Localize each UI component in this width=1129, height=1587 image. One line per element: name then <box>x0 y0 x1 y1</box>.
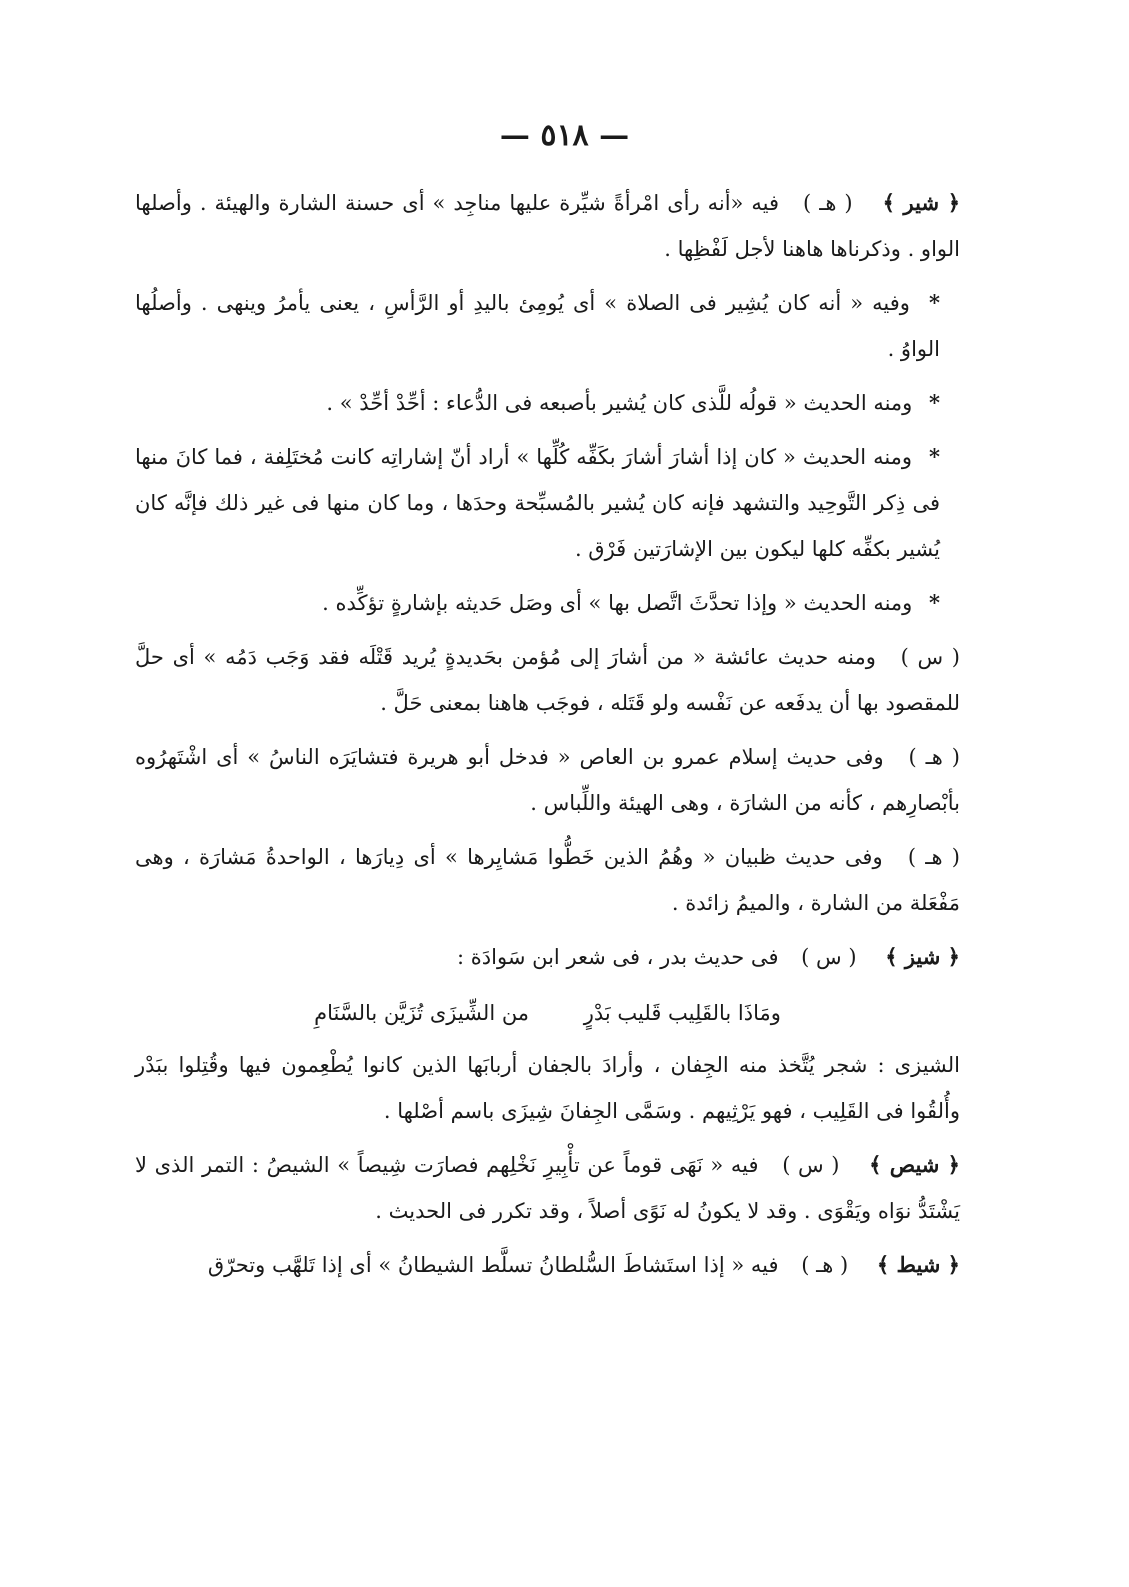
entry-text: وفيه « أنه كان يُشِير فى الصلاة » أى يُومِئ باليدِ أو الرَّأسِ ، يعنى يأمرُ وينهى . وأصلُها الواوُ . <box>135 291 940 361</box>
asterisk-marker: * <box>929 590 940 615</box>
entry-paragraph <box>135 834 960 926</box>
entry-text: فى حديث بدر ، فى شعر ابن سَوادَة : <box>457 945 779 969</box>
asterisk-marker: * <box>929 444 940 469</box>
source-siglum: ( هـ ) <box>803 191 853 215</box>
entry-text: الشيزى : شجر يُتَّخذ منه الجِفان ، وأرادَ بالجفان أربابَها الذين كانوا يُطْعِمون فيها وقُتِلوا ببَدْر وأُلقُوا فى القَلِيب ، فهو يَرْثِيهم . وسَمَّى الجِفانَ شِيزَى باسم أصْلها . <box>135 1053 960 1123</box>
entry-paragraph <box>135 280 960 372</box>
entry-paragraph <box>135 1242 960 1288</box>
entry-headword: ﴿ شيط ﴾ <box>876 1252 960 1277</box>
asterisk-marker: * <box>929 290 940 315</box>
verse-hemistich: من الشِّيزَى تُزَيَّن بالسَّنَامِ <box>314 1001 530 1025</box>
source-siglum: ( س ) <box>801 945 857 969</box>
source-siglum: ( س ) <box>782 1153 840 1177</box>
entry-paragraph <box>135 380 960 426</box>
entry-paragraph <box>135 180 960 272</box>
entry-text: ومنه الحديث « وإذا تحدَّثَ اتَّصل بها » أى وصَل حَديثه بإشارةٍ تؤكِّده . <box>322 591 913 615</box>
page-body <box>135 180 960 1296</box>
entry-headword: ﴿ شيز ﴾ <box>885 944 960 969</box>
asterisk-marker: * <box>929 390 940 415</box>
entry-text: وفى حديث إسلام عمرو بن العاص « فدخل أبو هريرة فتشايَرَه الناسُ » أى اشْتَهرُوه بأبْصارِهم ، كأنه من الشارَة ، وهى الهيئة واللِّباس . <box>135 745 960 815</box>
entry-paragraph <box>135 934 960 980</box>
entry-text: ومنه الحديث « كان إذا أشارَ أشارَ بكَفِّه كُلِّها » أراد أنّ إشاراتِه كانت مُختَلِفة ، فما كانَ منها فى ذِكر التَّوحِيد والتشهد فإنه كان يُشير بالمُسبِّحة وحدَها ، وما كان منها فى غير ذلك فإنَّه كان يُشير بكفِّه كلها ليكون بين الإشارَتين فَرْق . <box>135 445 940 561</box>
source-siglum: ( س ) <box>900 645 960 669</box>
entry-text: فيه « نَهَى قوماً عن تأْبِيرِ نَخْلِهم فصارَت شِيصاً » الشيصُ : التمر الذى لا يَشْتَدُّ نوَاه ويَقْوَى . وقد لا يكونُ له نَوًى أصلاً ، وقد تكرر فى الحديث . <box>135 1153 960 1223</box>
page-number: — ٥١٨ — <box>499 118 630 153</box>
entry-headword: ﴿ شير ﴾ <box>882 190 960 215</box>
entry-text: ومنه الحديث « قولُه للَّذى كان يُشير بأصبعه فى الدُّعاء : أحِّدْ أحِّدْ » . <box>326 391 913 415</box>
entry-text: وفى حديث ظبيان « وهُمُ الذين خَطُّوا مَشايِرها » أى دِيارَها ، الواحدةُ مَشارَة ، وهى مَفْعَلة من الشارة ، والميمُ زائدة . <box>135 845 960 915</box>
entry-paragraph <box>135 580 960 626</box>
entry-headword: ﴿ شيص ﴾ <box>869 1152 960 1177</box>
entry-text: ومنه حديث عائشة « من أشارَ إلى مُؤمن بحَديدةٍ يُريد قَتْلَه فقد وَجَب دَمُه » أى حلَّ للمقصود بها أن يدفَعه عن نَفْسه ولو قَتَله ، فوجَب هاهنا بمعنى حَلَّ . <box>135 645 960 715</box>
poetry-verse <box>135 988 960 1042</box>
entry-paragraph <box>135 734 960 826</box>
entry-paragraph <box>135 1042 960 1134</box>
entry-text: فيه «أنه رأى امْرأةً شيِّرة عليها مناجِد » أى حسنة الشارة والهيئة . وأصلها الواو . وذكرناها هاهنا لأجل لَفْظِها . <box>135 191 960 261</box>
entry-text: فيه « إذا استَشاطَ السُّلطانُ تسلَّط الشيطانُ » أى إذا تَلهَّب وتحرّق <box>207 1253 779 1277</box>
verse-hemistich: ومَاذَا بالقَلِيب قَليب بَدْرٍ <box>583 1001 781 1025</box>
source-siglum: ( هـ ) <box>908 745 960 769</box>
source-siglum: ( هـ ) <box>907 845 960 869</box>
source-siglum: ( هـ ) <box>801 1253 849 1277</box>
entry-paragraph <box>135 434 960 572</box>
entry-paragraph <box>135 1142 960 1234</box>
entry-paragraph <box>135 634 960 726</box>
